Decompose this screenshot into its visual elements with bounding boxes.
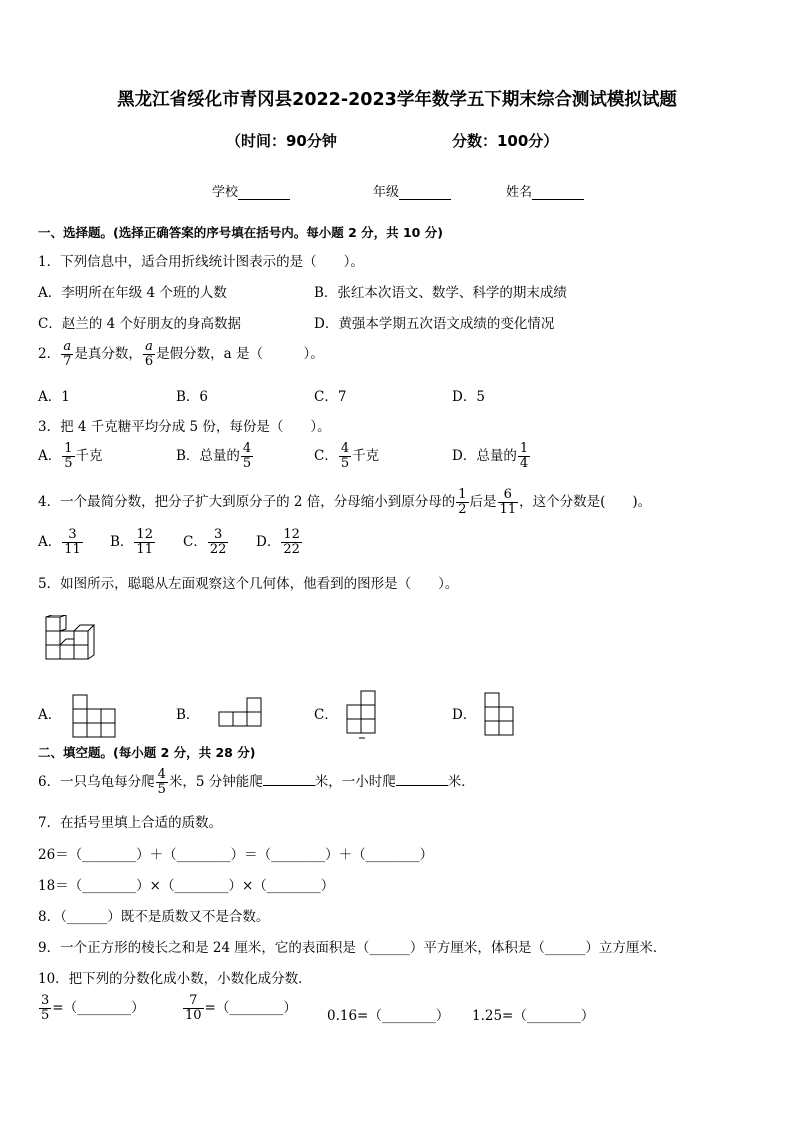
- q10-stem: 10．把下列的分数化成小数，小数化成分数．: [38, 971, 312, 987]
- q6-stem: 6．一只乌龟每分爬 $\frac{4}{5}$ 米，5 分钟能爬 米，一小时爬 米．: [38, 767, 475, 797]
- school-label: 学校: [212, 185, 239, 200]
- q6-blank-2[interactable]: [396, 773, 448, 786]
- grade-label: 年级: [373, 185, 400, 200]
- q4-option-d[interactable]: D． $\frac{12}{22}$: [256, 527, 300, 557]
- q2-text-end: 是假分数，a 是（ ）。: [156, 346, 324, 362]
- section1-heading: 一、选择题。(选择正确答案的序号填在括号内。每小题 2 分，共 10 分): [38, 225, 443, 240]
- q2-option-d[interactable]: D．5: [452, 389, 485, 405]
- q5-solid-figure: [44, 615, 104, 663]
- grade-field[interactable]: [373, 181, 451, 200]
- section2-heading: 二、填空题。(每小题 2 分，共 28 分): [38, 745, 256, 760]
- q1-option-c[interactable]: C．赵兰的 4 个好朋友的身高数据: [38, 316, 242, 332]
- q1-stem: 1．下列信息中，适合用折线统计图表示的是（ ）。: [38, 254, 364, 270]
- q9-stem[interactable]: 9．一个正方形的棱长之和是 24 厘米，它的表面积是（______）平方厘米，体积是（______）立方厘米．: [38, 940, 667, 956]
- q5-option-c-figure: [346, 690, 378, 740]
- q1-option-a[interactable]: A．李明所在年级 4 个班的人数: [38, 285, 227, 301]
- q5-option-a-figure: [72, 694, 116, 738]
- q4-stem: 4．一个最简分数，把分子扩大到原分子的 2 倍，分母缩小到原分母的 $\frac{1}{2}$ 后是 $\frac{6}{11}$ ，这个分数是( )。: [38, 487, 652, 517]
- q10-item-2[interactable]: $\frac{7}{10}$ =（________）: [185, 993, 297, 1023]
- q4-option-a[interactable]: A． $\frac{3}{11}$: [38, 527, 81, 557]
- q10-item-3[interactable]: 0.16=（________）: [327, 1008, 450, 1024]
- q10-item-4[interactable]: 1.25=（________）: [472, 1008, 595, 1024]
- exam-title: 黑龙江省绥化市青冈县2022-2023学年数学五下期末综合测试模拟试题: [117, 90, 677, 110]
- exam-time: （时间：90分钟: [226, 132, 337, 150]
- school-field[interactable]: [212, 181, 290, 200]
- q6-blank-1[interactable]: [263, 773, 315, 786]
- q10-item-1[interactable]: $\frac{3}{5}$ =（________）: [41, 993, 145, 1023]
- school-blank[interactable]: [238, 187, 290, 200]
- name-field[interactable]: [506, 181, 584, 200]
- q8-stem[interactable]: 8．（______）既不是质数又不是合数。: [38, 909, 270, 925]
- q5-option-d[interactable]: D．: [452, 707, 477, 723]
- q7-line-2[interactable]: 18＝（________）×（________）×（________）: [38, 878, 335, 894]
- q2-fraction-2: $\frac{a}{6}$: [144, 339, 154, 369]
- q7-line-1[interactable]: 26＝（________）＋（________）＝（________）＋（________）: [38, 847, 434, 863]
- name-label: 姓名: [506, 185, 533, 200]
- q2-stem: [38, 340, 324, 369]
- q5-option-b[interactable]: B．: [176, 707, 200, 723]
- q3-option-b[interactable]: B．总量的 $\frac{4}{5}$: [176, 441, 252, 471]
- q5-option-a[interactable]: A．: [38, 707, 62, 723]
- q2-option-a[interactable]: A．1: [38, 389, 70, 405]
- q3-option-c[interactable]: C． $\frac{4}{5}$ 千克: [314, 441, 380, 471]
- q4-option-b[interactable]: B． $\frac{12}{11}$: [110, 527, 153, 557]
- q2-number: 2．: [38, 346, 61, 362]
- q7-stem: 7．在括号里填上合适的质数。: [38, 815, 223, 831]
- exam-score: 分数：100分）: [452, 132, 559, 150]
- q1-option-d[interactable]: D．黄强本学期五次语文成绩的变化情况: [314, 316, 555, 332]
- q3-option-a[interactable]: A． $\frac{1}{5}$ 千克: [38, 441, 103, 471]
- q1-option-b[interactable]: B．张红本次语文、数学、科学的期末成绩: [314, 285, 567, 301]
- grade-blank[interactable]: [399, 187, 451, 200]
- q5-option-b-figure: [216, 697, 262, 727]
- q2-fraction-1: $\frac{a}{7}$: [63, 339, 72, 369]
- q3-option-d[interactable]: D．总量的 $\frac{1}{4}$: [452, 441, 529, 471]
- q2-text-mid: 是真分数，: [74, 346, 142, 362]
- q3-stem: 3．把 4 千克糖平均分成 5 份，每份是（ ）。: [38, 419, 331, 435]
- name-blank[interactable]: [532, 187, 584, 200]
- q5-option-c[interactable]: C．: [314, 707, 338, 723]
- q2-option-c[interactable]: C．7: [314, 389, 347, 405]
- q2-option-b[interactable]: B．6: [176, 389, 209, 405]
- q4-option-c[interactable]: C． $\frac{3}{22}$: [183, 527, 227, 557]
- q5-option-d-figure: [484, 692, 516, 738]
- q5-stem: 5．如图所示，聪聪从左面观察这个几何体，他看到的图形是（ ）。: [38, 576, 459, 592]
